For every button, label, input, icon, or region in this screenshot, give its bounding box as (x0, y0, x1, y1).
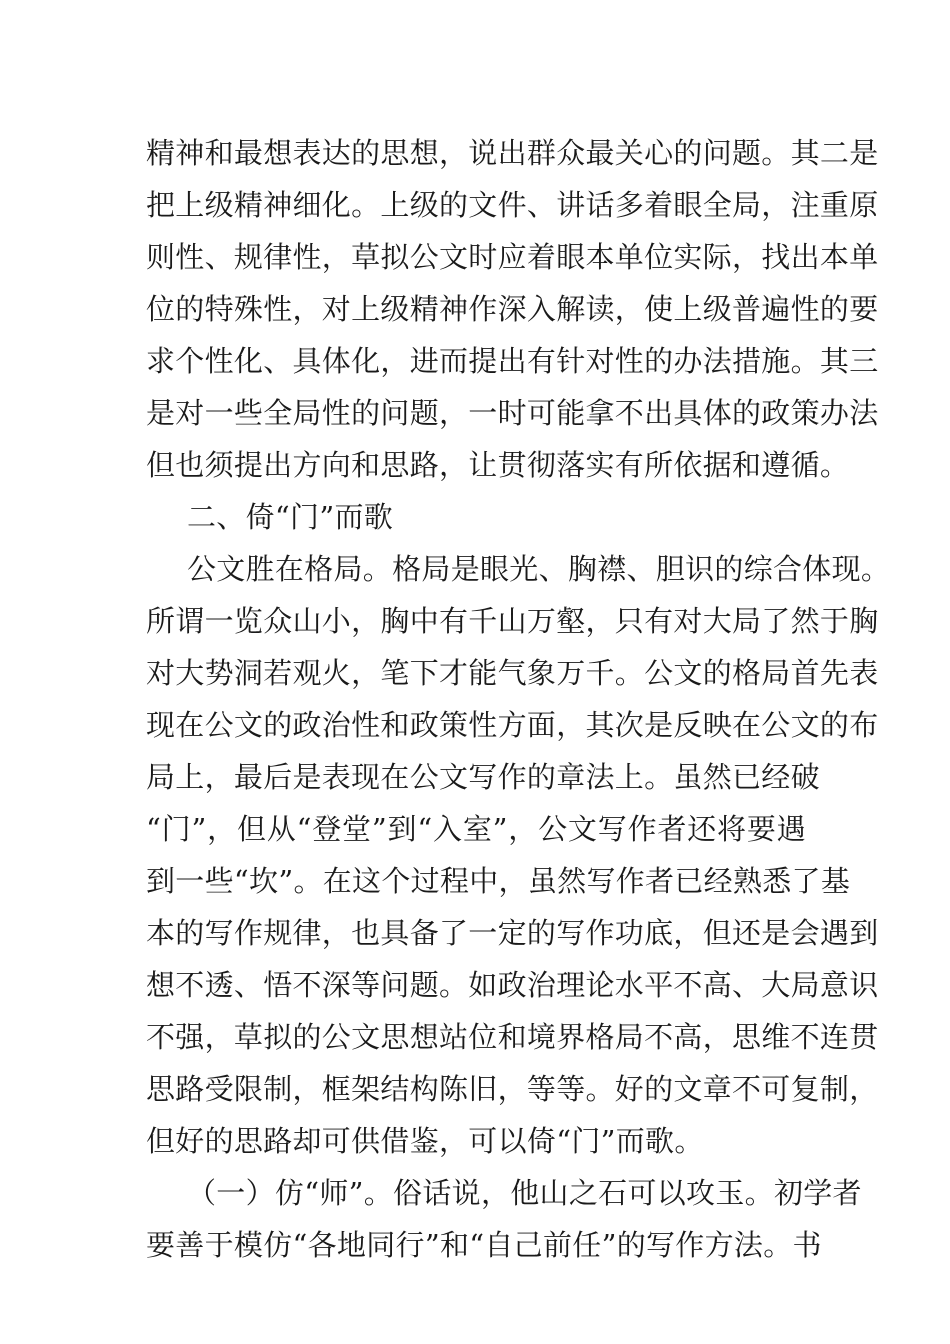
body-text-line: 想不透、悟不深等问题。如政治理论水平不高、大局意识 (146, 968, 879, 1002)
body-text-line: 精神和最想表达的思想，说出群众最关心的问题。其二是 (146, 136, 879, 170)
body-text-line: 所谓一览众山小，胸中有千山万壑，只有对大局了然于胸 (146, 604, 879, 638)
body-text-line: 但也须提出方向和思路，让贯彻落实有所依据和遵循。 (146, 448, 850, 482)
body-text-line: 位的特殊性，对上级精神作深入解读，使上级普遍性的要 (146, 292, 879, 326)
body-text-line: 对大势洞若观火，笔下才能气象万千。公文的格局首先表 (146, 656, 879, 690)
body-text-line: 思路受限制，框架结构陈旧，等等。好的文章不可复制， (146, 1072, 879, 1106)
body-text-line: 则性、规律性，草拟公文时应着眼本单位实际，找出本单 (146, 240, 879, 274)
body-text-line: 要善于模仿“各地同行”和“自己前任”的写作方法。书 (146, 1228, 822, 1262)
body-text-line: 求个性化、具体化，进而提出有针对性的办法措施。其三 (146, 344, 879, 378)
body-text-line: 不强，草拟的公文思想站位和境界格局不高，思维不连贯 (146, 1020, 879, 1054)
subsection-line: （一）仿“师”。俗话说，他山之石可以攻玉。初学者 (187, 1176, 862, 1210)
body-text-line: 现在公文的政治性和政策性方面，其次是反映在公文的布 (146, 708, 879, 742)
body-text-line: 公文胜在格局。格局是眼光、胸襟、胆识的综合体现。 (187, 552, 891, 586)
body-text-line: “门”，但从“登堂”到“入室”，公文写作者还将要遇 (146, 812, 806, 846)
body-text-line: 是对一些全局性的问题，一时可能拿不出具体的政策办法 (146, 396, 879, 430)
body-text-line: 到一些“坎”。在这个过程中，虽然写作者已经熟悉了基 (146, 864, 851, 898)
body-text-line: 局上，最后是表现在公文写作的章法上。虽然已经破 (146, 760, 820, 794)
body-text-line: 本的写作规律，也具备了一定的写作功底，但还是会遇到 (146, 916, 879, 950)
body-text-line: 但好的思路却可供借鉴，可以倚“门”而歌。 (146, 1124, 704, 1158)
section-heading: 二、倚“门”而歌 (187, 500, 394, 534)
body-text-line: 把上级精神细化。上级的文件、讲话多着眼全局，注重原 (146, 188, 879, 222)
